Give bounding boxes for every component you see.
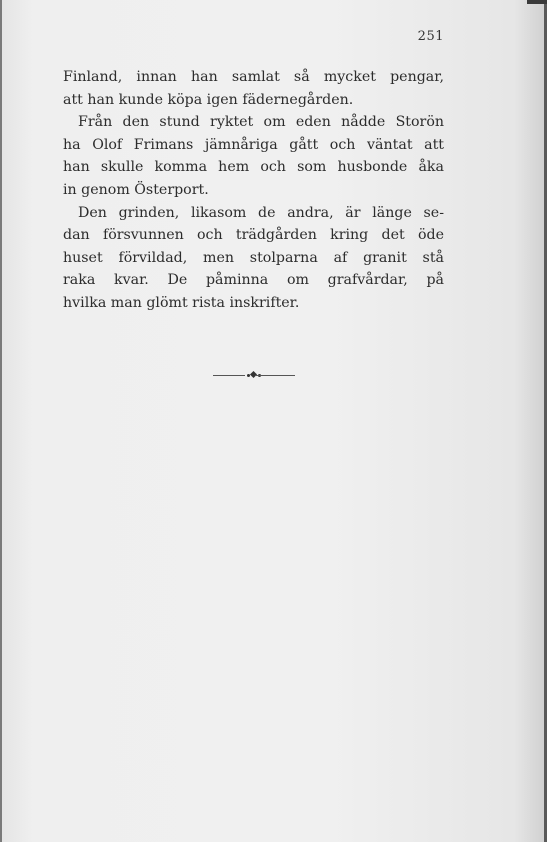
ornament-rule-right bbox=[255, 375, 295, 376]
text-line: raka kvar. De påminna om grafvårdar, på bbox=[63, 272, 444, 289]
text-line: hvilka man glömt rista inskrifter. bbox=[63, 294, 300, 311]
page-edge-corner bbox=[527, 0, 547, 4]
text-line: Den grinden, likasom de andra, är länge se- bbox=[78, 204, 444, 221]
text-line: huset förvildad, men stolparna af granit stå bbox=[63, 249, 444, 266]
text-line: dan försvunnen och trädgården kring det öde bbox=[63, 227, 444, 244]
text-line: han skulle komma hem och som husbonde åka bbox=[63, 159, 444, 176]
text-line: Finland, innan han samlat så mycket pengar, bbox=[63, 69, 444, 85]
ornament-rule-left bbox=[213, 375, 245, 376]
page-edge-left bbox=[0, 0, 2, 842]
body-text bbox=[63, 66, 444, 315]
section-end-ornament bbox=[213, 371, 295, 379]
text-line: att han kunde köpa igen fädernegården. bbox=[63, 91, 354, 108]
text-line: Från den stund ryktet om eden nådde Storön bbox=[78, 114, 444, 131]
text-line: in genom Österport. bbox=[63, 181, 209, 198]
page-number: 251 bbox=[417, 29, 444, 44]
text-line: ha Olof Frimans jämnåriga gått och väntat att bbox=[63, 136, 444, 153]
